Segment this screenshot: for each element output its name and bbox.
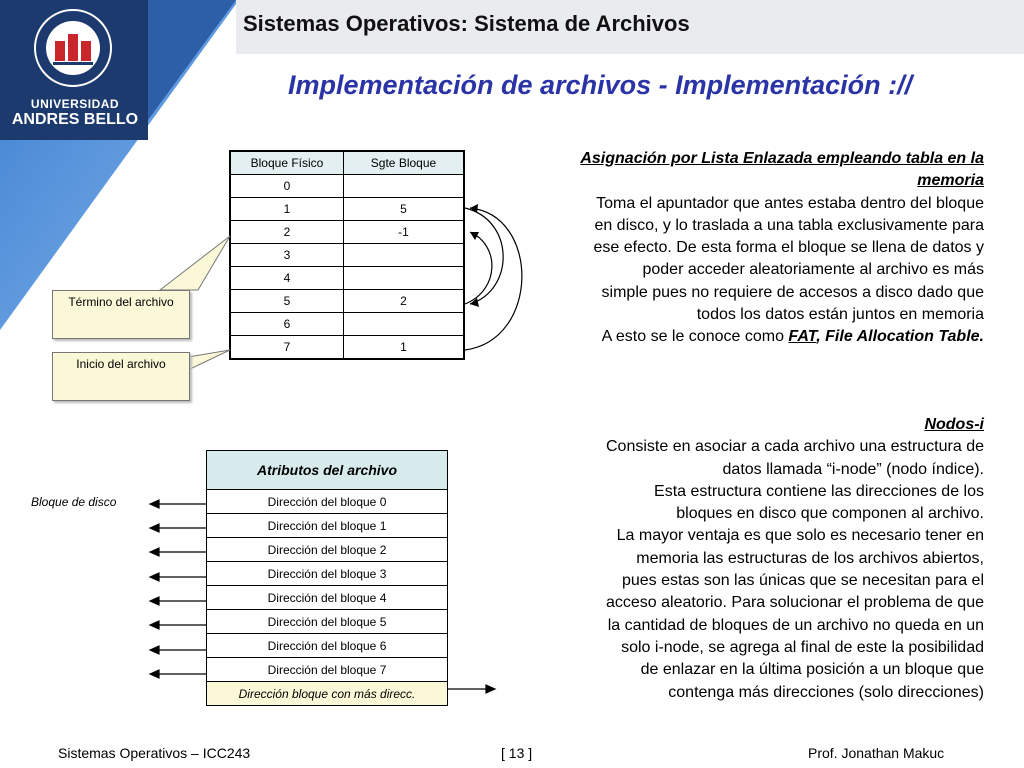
slide-subtitle: Implementación de archivos - Implementación :// <box>288 70 913 100</box>
inode-description <box>520 414 984 704</box>
fat-cell-block: 0 <box>230 175 344 198</box>
text-line: de enlazar en la última posición a un bloque que <box>640 661 984 679</box>
logo-line2: ANDRES BELLO <box>11 111 139 128</box>
text-line: en disco, y lo traslada a una tabla exclusivamente para <box>594 216 984 234</box>
text-line: Consiste en asociar a cada archivo una estructura de <box>606 438 984 456</box>
fat-cell-next: -1 <box>344 221 465 244</box>
text-line: la cantidad de bloques de un archivo no queda en un <box>607 616 984 634</box>
text-line: La mayor ventaja es que solo es necesario tener en <box>616 527 984 545</box>
callout-start-of-file: Inicio del archivo <box>52 352 190 401</box>
inode-row: Dirección del bloque 2 <box>207 538 448 562</box>
fat-header-next-block: Sgte Bloque <box>344 151 465 175</box>
callout-end-of-file: Término del archivo <box>52 290 190 339</box>
fat-cell-block: 2 <box>230 221 344 244</box>
fat-cell-block: 1 <box>230 198 344 221</box>
inode-row: Dirección del bloque 7 <box>207 658 448 682</box>
fat-cell-block: 5 <box>230 290 344 313</box>
text-line: solo i-node, se agrega al final de este la posibilidad <box>621 638 984 656</box>
fat-cell-next: 1 <box>344 336 465 360</box>
text-line: simple pues no requiere de accesos a disco dado que <box>601 283 984 301</box>
fat-heading: Asignación por Lista Enlazada empleando tabla en la memoria <box>580 150 984 190</box>
fat-cell-block: 7 <box>230 336 344 360</box>
text-line: datos llamada “i-node” (nodo índice). <box>722 460 984 478</box>
fat-cell-block: 3 <box>230 244 344 267</box>
fat-cell-next: 5 <box>344 198 465 221</box>
inode-row: Dirección del bloque 5 <box>207 610 448 634</box>
inode-row: Dirección del bloque 4 <box>207 586 448 610</box>
text-line: Toma el apuntador que antes estaba dentro del bloque <box>596 194 984 212</box>
text-line: contenga más direcciones (solo direcciones) <box>668 683 984 701</box>
text-line: todos los datos están juntos en memoria <box>696 306 984 324</box>
inode-row: Dirección del bloque 6 <box>207 634 448 658</box>
text-line: Esta estructura contiene las direcciones de los <box>654 482 984 500</box>
fat-cell-block: 4 <box>230 267 344 290</box>
text-line: acceso aleatorio. Para solucionar el problema de que <box>605 594 984 612</box>
fat-abbreviation: FAT <box>788 328 817 346</box>
inode-row-indirect: Dirección bloque con más direcc. <box>207 682 448 706</box>
text-line: poder acceder aleatoriamente al archivo es más <box>642 261 984 279</box>
footer-page-number: [ 13 ] <box>501 745 533 761</box>
footer-professor: Prof. Jonathan Makuc <box>808 745 945 761</box>
disk-block-label: Bloque de disco <box>31 495 117 509</box>
inode-row: Dirección del bloque 0 <box>207 490 448 514</box>
fat-cell-next: 2 <box>344 290 465 313</box>
fat-cell-block: 6 <box>230 313 344 336</box>
logo-line1: UNIVERSIDAD <box>30 97 120 111</box>
inode-heading: Nodos-i <box>924 416 984 433</box>
header-title: Sistemas Operativos: Sistema de Archivos <box>243 11 690 36</box>
text-line: memoria las estructuras de los archivos abiertos, <box>636 549 984 567</box>
text-line: ese efecto. De esta forma el bloque se llena de datos y <box>593 239 984 257</box>
inode-header: Atributos del archivo <box>207 451 448 490</box>
inode-row: Dirección del bloque 1 <box>207 514 448 538</box>
text-line: pues estas son las únicas que se necesitan para el <box>621 572 984 590</box>
fat-header-physical-block: Bloque Físico <box>230 151 344 175</box>
footer-course: Sistemas Operativos – ICC243 <box>58 745 251 761</box>
inode-row: Dirección del bloque 3 <box>207 562 448 586</box>
text-line: bloques en disco que componen al archivo. <box>676 505 984 523</box>
fat-full-name: , File Allocation Table. <box>816 328 984 346</box>
fat-conclusion-prefix: A esto se le conoce como <box>601 328 789 346</box>
